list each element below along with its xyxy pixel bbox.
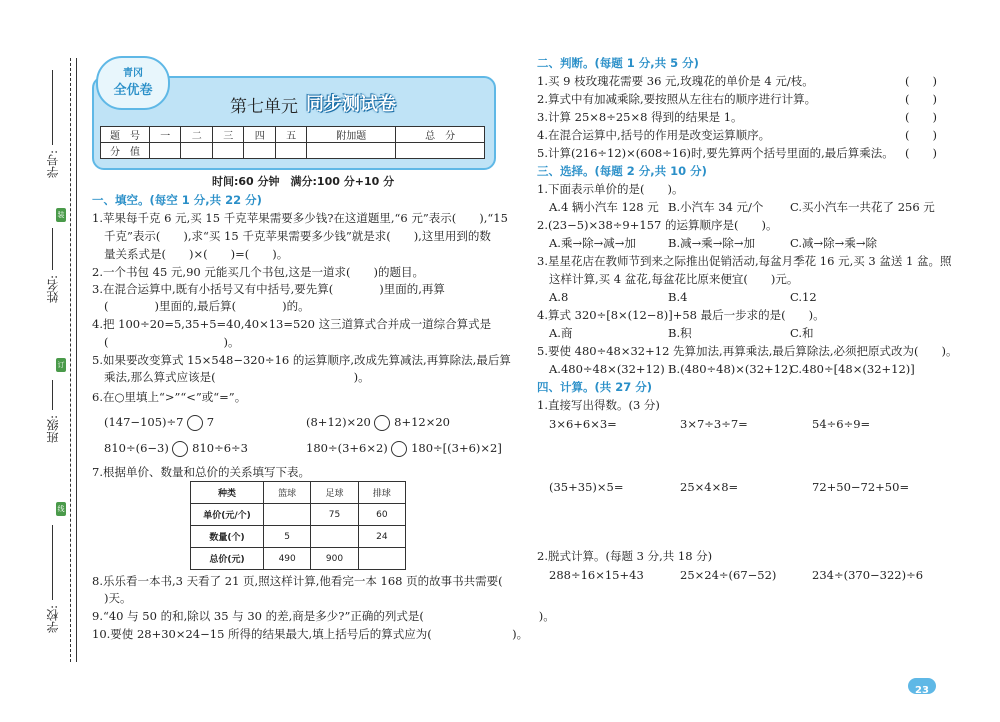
binding-tag-top: 装 [56,208,66,222]
price-cell: 5 [264,526,311,548]
logo-top-text: 青冈 [123,68,143,79]
choice-q2-c[interactable]: C.减→除→乘→除 [790,236,877,250]
compare-circle[interactable] [172,441,188,457]
q3-line2: ( )里面的,最后算( )的。 [104,299,310,313]
school-line [52,525,53,600]
choice-q3-b[interactable]: B.4 [668,290,688,304]
choice-q2: 2.(23−5)×38÷9+157 的运算顺序是( )。 [537,218,778,232]
score-header-cell: 二 [181,127,212,143]
q6-expr: (8+12)×20 [306,415,371,429]
compare-circle[interactable] [187,415,203,431]
judge-item-4: 4.在混合运算中,括号的作用是改变运算顺序。 [537,128,771,142]
q1-line3: 量关系式是( )×( )=( )。 [104,247,289,261]
price-cell: 60 [358,504,405,526]
score-header-cell: 一 [150,127,181,143]
q2: 2.一个书包 45 元,90 元能买几个书包,这是一道求( )的题目。 [92,265,424,279]
q6-row1-left [104,414,214,431]
judge-paren-1[interactable]: ( ) [905,74,937,88]
class-label: 班级: [46,415,60,444]
price-header: 篮球 [264,482,311,504]
calc-item[interactable]: 54÷6÷9= [812,417,871,431]
price-cell: 900 [311,548,358,570]
binding-tag-bot: 线 [56,502,66,516]
logo-cloud [96,56,170,110]
score-value-cell[interactable] [275,143,306,159]
q8-line2: )天。 [104,591,132,605]
q4-line1: 4.把 100÷20=5,35+5=40,40×13=520 这三道算式合并成一道综合算式是 [92,317,492,331]
q5-line2: 乘法,那么算式应该是( )。 [104,370,370,384]
name-line [52,228,53,270]
q5-line1: 5.如果要改变算式 15×548−320÷16 的运算顺序,改成先算减法,再算除法,最后算 [92,353,511,367]
price-cell[interactable] [358,548,405,570]
choice-q3-line2: 这样计算,买 4 盆花,每盆花比原来便宜( )元。 [549,272,799,286]
compare-circle[interactable] [374,415,390,431]
choice-q5-c[interactable]: C.480÷[48×(32+12)] [790,362,915,376]
judge-paren-2[interactable]: ( ) [905,92,937,106]
choice-q1-a[interactable]: A.4 辆小汽车 128 元 [549,200,659,214]
q7: 7.根据单价、数量和总价的关系填写下表。 [92,465,310,479]
choice-q1: 1.下面表示单价的是( )。 [537,182,684,196]
q6-expr: (147−105)÷7 [104,415,184,429]
q6-expr: 180÷[(3+6)×2] [411,441,502,455]
time-info: 时间:60 分钟 满分:100 分+10 分 [212,175,395,188]
score-value-cell[interactable] [244,143,275,159]
choice-q3-line1: 3.星星花店在教师节到来之际推出促销活动,每盆月季花 16 元,买 3 盆送 1 盆。照 [537,254,952,268]
price-row-label: 总价(元) [191,548,264,570]
score-value-cell[interactable] [212,143,243,159]
price-row-label: 数量(个) [191,526,264,548]
page-number-badge [908,678,936,694]
q6-row2-right [306,440,502,457]
section4-heading: 四、计算。(共 27 分) [537,380,653,394]
choice-q3-c[interactable]: C.12 [790,290,817,304]
choice-q4-a[interactable]: A.商 [549,326,573,340]
q6-row1-right [306,414,450,431]
score-value-cell[interactable] [396,143,485,159]
calc-item[interactable]: 3×7÷3÷7= [680,417,748,431]
score-value-cell[interactable] [150,143,181,159]
calc-step-item[interactable]: 25×24÷(67−52) [680,568,777,582]
calc-step-item[interactable]: 288÷16×15+43 [549,568,644,582]
score-value-label: 分 值 [101,143,150,159]
judge-item-5: 5.计算(216÷12)×(608÷16)时,要先算两个括号里面的,最后算乘法。 [537,146,894,160]
section3-heading: 三、选择。(每题 2 分,共 10 分) [537,164,707,178]
price-cell: 490 [264,548,311,570]
compare-circle[interactable] [391,441,407,457]
calc-step-item[interactable]: 234÷(370−322)÷6 [812,568,924,582]
calc-item[interactable]: 25×4×8= [680,480,739,494]
section1-heading: 一、填空。(每空 1 分,共 22 分) [92,193,262,207]
q1-line1: 1.苹果每千克 6 元,买 15 千克苹果需要多少钱?在这道题里,“6 元”表示( ),“15 [92,211,508,225]
choice-q5-b[interactable]: B.(480÷48)×(32+12) [668,362,793,376]
logo-bottom-text: 全优卷 [113,83,153,98]
price-header: 足球 [311,482,358,504]
score-header-cell: 附加题 [307,127,396,143]
score-header-cell: 题 号 [101,127,150,143]
score-value-cell[interactable] [307,143,396,159]
price-cell[interactable] [311,526,358,548]
calc-item[interactable]: (35+35)×5= [549,480,624,494]
section2-heading: 二、判断。(每题 1 分,共 5 分) [537,56,699,70]
judge-item-1: 1.买 9 枝玫瑰花需要 36 元,玫瑰花的单价是 4 元/枝。 [537,74,814,88]
class-line [52,380,53,410]
calc-item[interactable]: 72+50−72+50= [812,480,910,494]
q8-line1: 8.乐乐看一本书,3 天看了 21 页,照这样计算,他看完一本 168 页的故事书共需要( [92,574,503,588]
judge-item-3: 3.计算 25×8÷25×8 得到的结果是 1。 [537,110,743,124]
page-number: 23 [915,685,929,696]
price-row-label: 单价(元/个) [191,504,264,526]
price-cell: 75 [311,504,358,526]
price-cell: 24 [358,526,405,548]
student-id-label: 学号: [46,150,60,179]
choice-q2-b[interactable]: B.减→乘→除→加 [668,236,756,250]
judge-paren-4[interactable]: ( ) [905,128,937,142]
q4-line2: ( )。 [104,335,240,349]
score-header-cell: 三 [212,127,243,143]
price-table [190,481,406,570]
choice-q4-b[interactable]: B.积 [668,326,692,340]
choice-q1-b[interactable]: B.小汽车 34 元/个 [668,200,764,214]
binding-line [70,58,71,662]
choice-q5-a[interactable]: A.480÷48×(32+12) [549,362,665,376]
choice-q1-c[interactable]: C.买小汽车一共花了 256 元 [790,200,935,214]
q6-expr: 810÷(6−3) [104,441,169,455]
judge-item-2: 2.算式中有加减乘除,要按照从左往右的顺序进行计算。 [537,92,817,106]
choice-q5: 5.要使 480÷48×32+12 先算加法,再算乘法,最后算除法,必须把原式改为( )。 [537,344,958,358]
q6-expr: 810÷6÷3 [192,441,248,455]
page-title: 同步测试卷 [306,94,396,115]
choice-q2-a[interactable]: A.乘→除→减→加 [549,236,636,250]
q1-line2: 千克”表示( ),求“买 15 千克苹果需要多少钱”就是求( ),这里用到的数 [104,229,491,243]
q6: 6.在○里填上“>”“<”或“=”。 [92,390,247,404]
calc-item[interactable]: 3×6+6×3= [549,417,617,431]
score-header-cell: 四 [244,127,275,143]
q6-row2-left [104,440,248,457]
score-value-cell[interactable] [181,143,212,159]
binding-tag-mid: 订 [56,358,66,372]
q10: 10.要使 28+30×24−15 所得的结果最大,填上括号后的算式应为( )。 [92,627,529,641]
q6-expr: 180÷(3+6×2) [306,441,388,455]
name-label: 姓名: [46,275,60,304]
q9: 9.“40 与 50 的和,除以 35 与 30 的差,商是多少?”正确的列式是( )。 [92,609,555,623]
score-header-cell: 总 分 [396,127,485,143]
judge-paren-5[interactable]: ( ) [905,146,937,160]
q6-expr: 8+12×20 [394,415,450,429]
judge-paren-3[interactable]: ( ) [905,110,937,124]
student-id-line [52,70,53,145]
calc-sub1: 1.直接写出得数。(3 分) [537,398,660,412]
score-header-cell: 五 [275,127,306,143]
price-header: 种类 [191,482,264,504]
calc-sub2: 2.脱式计算。(每题 3 分,共 18 分) [537,549,713,563]
q6-expr: 7 [206,415,215,429]
score-table [100,126,485,159]
school-label: 学校: [46,605,60,634]
price-header: 排球 [358,482,405,504]
choice-q4: 4.算式 320÷[8×(12−8)]+58 最后一步求的是( )。 [537,308,825,322]
unit-label: 第七单元 [230,97,298,117]
choice-q3-a[interactable]: A.8 [549,290,569,304]
binding-line-solid [76,58,77,662]
choice-q4-c[interactable]: C.和 [790,326,814,340]
price-cell[interactable] [264,504,311,526]
q3-line1: 3.在混合运算中,既有小括号又有中括号,要先算( )里面的,再算 [92,282,445,296]
